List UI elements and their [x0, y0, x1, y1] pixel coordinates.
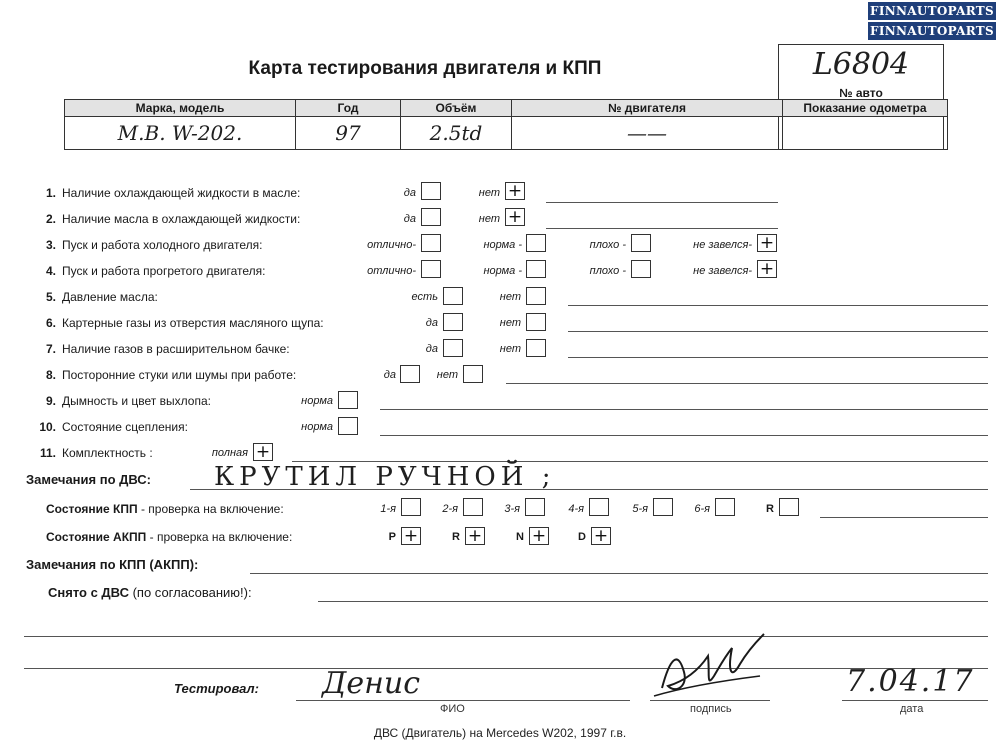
option-label: полная — [211, 447, 248, 459]
logo-text-2: FINNAUTOPARTS — [868, 22, 996, 40]
col-odometer: Показание одометра — [783, 100, 948, 117]
question-text: Комплектность : — [62, 446, 153, 460]
image-caption: ДВС (Двигатель) на Mercedes W202, 1997 г.в. — [373, 726, 627, 740]
gear-label: 6-я — [694, 503, 710, 515]
logo-text-1: FINNAUTOPARTS — [868, 2, 996, 20]
option-label: да — [403, 187, 416, 199]
question-text: Наличие газов в расширительном бачке: — [62, 342, 290, 356]
date-line — [842, 700, 988, 701]
checkbox-kpp-1[interactable] — [401, 498, 421, 516]
answer-line — [568, 305, 988, 306]
question-number: 4. — [45, 264, 56, 278]
checkbox-akpp-d[interactable] — [591, 527, 611, 545]
removed-note: (по согласованию!): — [132, 585, 252, 600]
option-label: норма — [301, 421, 333, 433]
option-label: да — [403, 213, 416, 225]
checkbox-q2-yes[interactable] — [421, 208, 441, 226]
option-label: нет — [478, 187, 500, 199]
checkbox-akpp-r[interactable] — [465, 527, 485, 545]
question-number: 7. — [45, 342, 56, 356]
question-3 — [36, 238, 262, 252]
akpp-suffix: - проверка на включение: — [149, 530, 293, 544]
option-label: отлично- — [367, 265, 416, 277]
option-label: плохо - — [589, 265, 626, 277]
question-number: 10. — [39, 420, 56, 434]
col-year: Год — [296, 100, 401, 117]
option-label: нет — [499, 291, 521, 303]
question-number: 1. — [45, 186, 56, 200]
option-label: нет — [499, 343, 521, 355]
checkbox-q3-excellent[interactable] — [421, 234, 441, 252]
checkbox-q1-no[interactable] — [505, 182, 525, 200]
question-6 — [36, 316, 324, 330]
question-2 — [36, 212, 300, 226]
col-make-model: Марка, модель — [65, 100, 296, 117]
col-engine-number: № двигателя — [512, 100, 783, 117]
gear-label: N — [516, 531, 524, 543]
check-mark: + — [759, 259, 775, 279]
kpp-remarks-label: Замечания по КПП (АКПП): — [26, 557, 199, 572]
signature-icon — [648, 628, 768, 708]
checkbox-q11-complete[interactable] — [253, 443, 273, 461]
answer-line — [506, 383, 988, 384]
question-4 — [36, 264, 266, 278]
question-9 — [36, 394, 211, 408]
engine-remarks-value: КРУТИЛ РУЧНОЙ ; — [214, 462, 556, 492]
option-label: да — [425, 343, 438, 355]
checkbox-q7-yes[interactable] — [443, 339, 463, 357]
gear-label: 2-я — [442, 503, 458, 515]
answer-line — [568, 331, 988, 332]
removed-label: Снято с ДВС — [48, 585, 129, 600]
auto-number-caption: № авто — [839, 86, 883, 100]
check-mark: + — [403, 526, 419, 546]
gear-label: P — [388, 531, 396, 543]
check-mark: + — [507, 207, 523, 227]
check-mark: + — [255, 442, 271, 462]
vehicle-header-table — [64, 99, 948, 150]
question-text: Наличие охлаждающей жидкости в масле: — [62, 186, 301, 200]
checkbox-akpp-p[interactable] — [401, 527, 421, 545]
removed-row — [48, 585, 252, 600]
check-mark: + — [467, 526, 483, 546]
checkbox-q9-normal[interactable] — [338, 391, 358, 409]
option-label: норма — [301, 395, 333, 407]
checkbox-q1-yes[interactable] — [421, 182, 441, 200]
option-label: отлично- — [367, 239, 416, 251]
check-mark: + — [759, 233, 775, 253]
question-number: 8. — [45, 368, 56, 382]
gear-label: 3-я — [504, 503, 520, 515]
gear-label: D — [578, 531, 586, 543]
question-number: 5. — [45, 290, 56, 304]
question-number: 9. — [45, 394, 56, 408]
gear-label: R — [766, 503, 774, 515]
gear-label: 5-я — [632, 503, 648, 515]
option-label: да — [425, 317, 438, 329]
cell-odometer — [783, 117, 948, 150]
option-label: норма - — [483, 265, 522, 277]
question-5 — [36, 290, 158, 304]
fio-caption: ФИО — [440, 703, 465, 715]
checkbox-q4-normal[interactable] — [526, 260, 546, 278]
option-label: есть — [411, 291, 438, 303]
checkbox-q8-yes[interactable] — [400, 365, 420, 383]
checkbox-q4-bad[interactable] — [631, 260, 651, 278]
checkbox-q5-no[interactable] — [526, 287, 546, 305]
kpp-label: Состояние КПП — [46, 502, 138, 516]
check-mark: + — [593, 526, 609, 546]
engine-remarks-label: Замечания по ДВС: — [26, 472, 151, 487]
blank-line-2 — [24, 668, 988, 669]
checkbox-q5-yes[interactable] — [443, 287, 463, 305]
check-mark: + — [507, 181, 523, 201]
answer-line — [546, 202, 778, 203]
gear-label: 1-я — [380, 503, 396, 515]
answer-line — [190, 489, 988, 490]
site-logo — [868, 2, 996, 42]
question-text: Состояние сцепления: — [62, 420, 188, 434]
tested-by-label: Тестировал: — [174, 681, 259, 696]
option-label: норма - — [483, 239, 522, 251]
checkbox-q3-normal[interactable] — [526, 234, 546, 252]
checkbox-q3-bad[interactable] — [631, 234, 651, 252]
question-11 — [36, 446, 153, 460]
checkbox-q8-no[interactable] — [463, 365, 483, 383]
checkbox-q4-excellent[interactable] — [421, 260, 441, 278]
answer-line — [820, 517, 988, 518]
answer-line — [568, 357, 988, 358]
checkbox-q3-nostart[interactable] — [757, 234, 777, 252]
option-label: да — [383, 369, 396, 381]
signature-line — [650, 700, 770, 701]
option-label: нет — [436, 369, 458, 381]
kpp-row-label — [46, 502, 284, 516]
question-10 — [36, 420, 188, 434]
cell-engine-number: —— — [512, 117, 783, 150]
question-text: Давление масла: — [62, 290, 158, 304]
akpp-label: Состояние АКПП — [46, 530, 147, 544]
question-text: Пуск и работа холодного двигателя: — [62, 238, 263, 252]
checkbox-q4-nostart[interactable] — [757, 260, 777, 278]
option-label: нет — [478, 213, 500, 225]
checkbox-kpp-r[interactable] — [779, 498, 799, 516]
question-text: Картерные газы из отверстия масляного щупа: — [62, 316, 324, 330]
question-number: 2. — [45, 212, 56, 226]
option-label: не завелся- — [693, 265, 752, 277]
checkbox-q2-no[interactable] — [505, 208, 525, 226]
checkbox-kpp-2[interactable] — [463, 498, 483, 516]
question-text: Пуск и работа прогретого двигателя: — [62, 264, 266, 278]
fio-line — [296, 700, 630, 701]
checkbox-q7-no[interactable] — [526, 339, 546, 357]
page-title: Карта тестирования двигателя и КПП — [248, 58, 602, 79]
question-number: 6. — [45, 316, 56, 330]
gear-label: 4-я — [568, 503, 584, 515]
checkbox-kpp-4[interactable] — [589, 498, 609, 516]
signature-caption: подпись — [690, 703, 732, 715]
question-text: Дымность и цвет выхлопа: — [62, 394, 211, 408]
checkbox-akpp-n[interactable] — [529, 527, 549, 545]
cell-volume: 2.5td — [401, 117, 512, 150]
checkbox-kpp-3[interactable] — [525, 498, 545, 516]
question-number: 11. — [39, 446, 56, 460]
option-label: не завелся- — [693, 239, 752, 251]
option-label: нет — [499, 317, 521, 329]
answer-line — [318, 601, 988, 602]
question-1 — [36, 186, 300, 200]
test-date: 7.04.17 — [846, 664, 975, 699]
blank-line-1 — [24, 636, 988, 637]
question-text: Наличие масла в охлаждающей жидкости: — [62, 212, 301, 226]
kpp-suffix: - проверка на включение: — [140, 502, 284, 516]
akpp-row-label — [46, 530, 292, 544]
tester-name: Денис — [322, 666, 421, 701]
question-number: 3. — [45, 238, 56, 252]
question-7 — [36, 342, 290, 356]
question-text: Посторонние стуки или шумы при работе: — [62, 368, 297, 382]
checkbox-kpp-6[interactable] — [715, 498, 735, 516]
gear-label: R — [452, 531, 460, 543]
answer-line — [250, 573, 988, 574]
col-volume: Объём — [401, 100, 512, 117]
checkbox-q10-normal[interactable] — [338, 417, 358, 435]
checkbox-kpp-5[interactable] — [653, 498, 673, 516]
cell-year: 97 — [296, 117, 401, 150]
option-label: плохо - — [589, 239, 626, 251]
checkbox-q6-yes[interactable] — [443, 313, 463, 331]
checkbox-q6-no[interactable] — [526, 313, 546, 331]
question-8 — [36, 368, 296, 382]
check-mark: + — [531, 526, 547, 546]
answer-line — [380, 409, 988, 410]
answer-line — [546, 228, 778, 229]
cell-make-model: M.B. W-202. — [65, 117, 296, 150]
auto-number-value: L6804 — [812, 47, 910, 82]
date-caption: дата — [900, 703, 924, 715]
answer-line — [380, 435, 988, 436]
